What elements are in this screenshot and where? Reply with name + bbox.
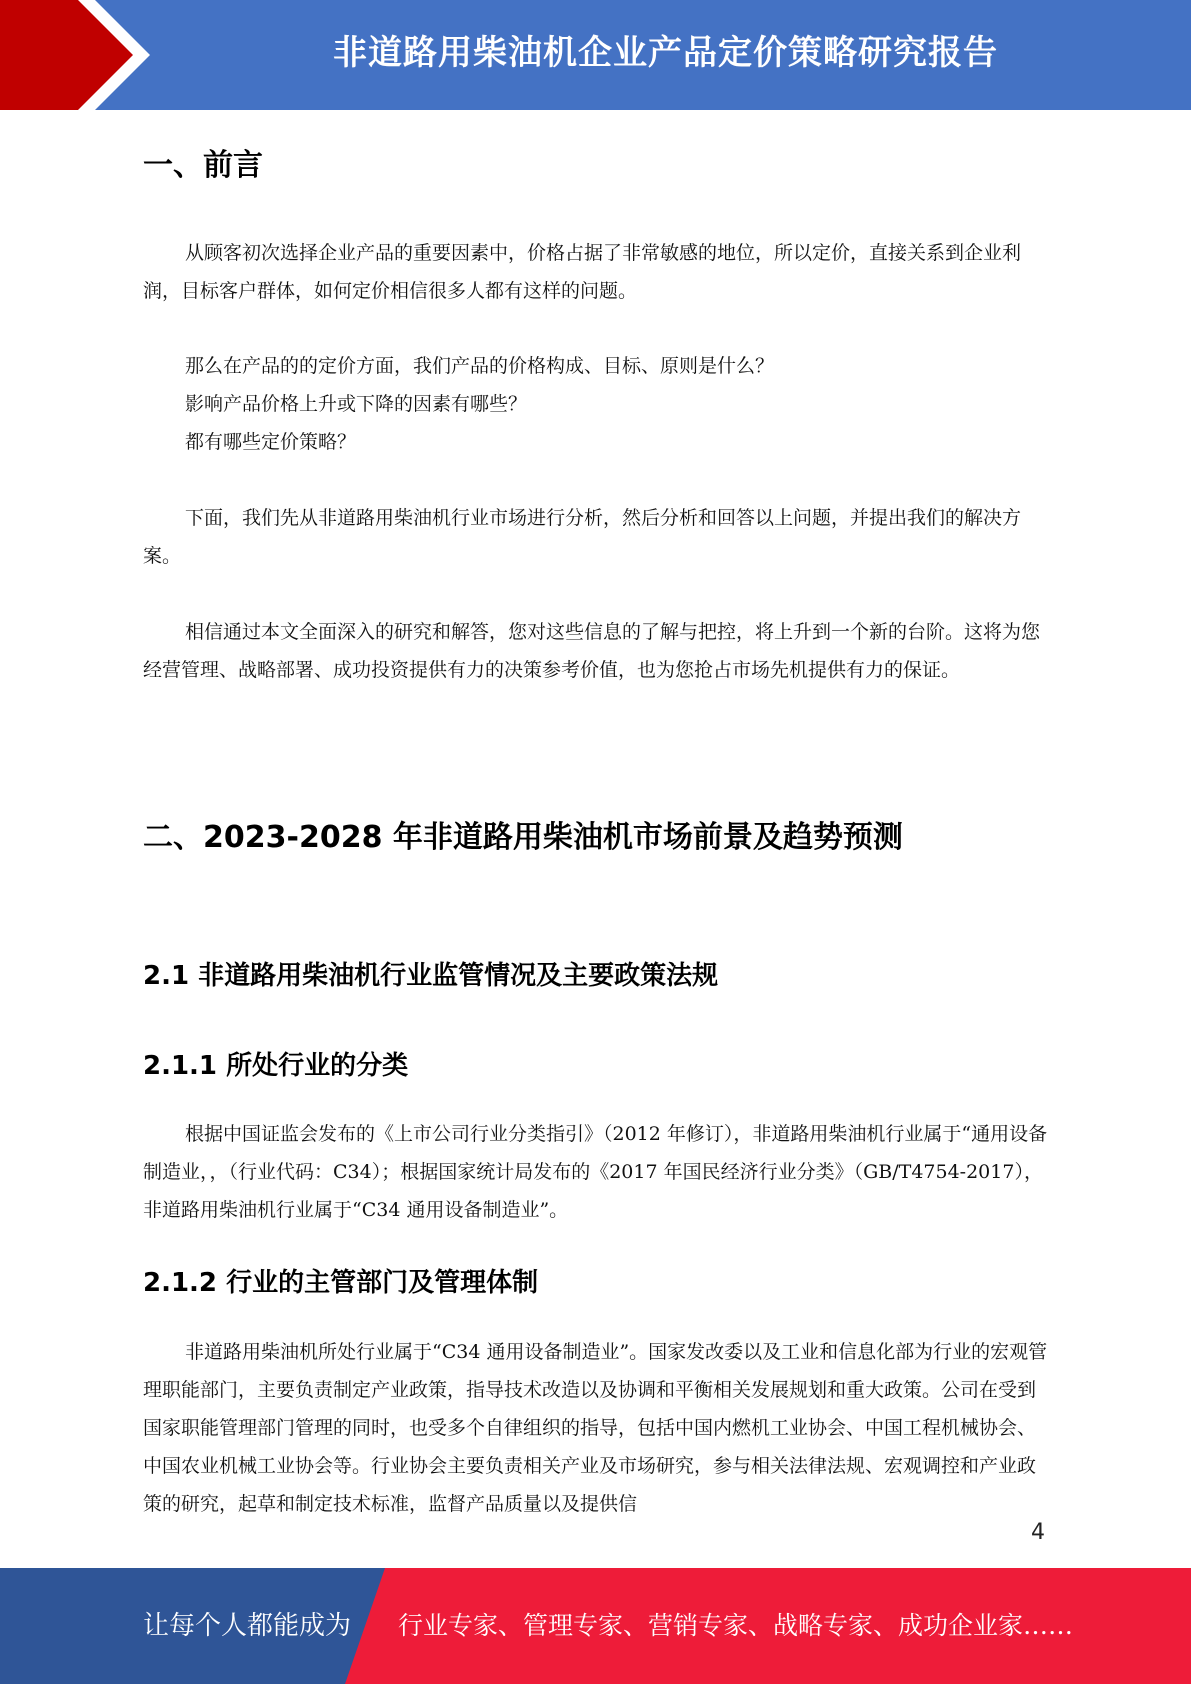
document-title: 非道路用柴油机企业产品定价策略研究报告	[333, 33, 998, 73]
preface-paragraph-1: 从顾客初次选择企业产品的重要因素中，价格占据了非常敏感的地位，所以定价，直接关系到企业利润，目标客户群体，如何定价相信很多人都有这样的问题。	[143, 242, 1022, 302]
industry-classification-paragraph: 根据中国证监会发布的《上市公司行业分类指引》（2012 年修订），非道路用柴油机行业属于“通用设备制造业，，（行业代码：C34）；根据国家统计局发布的《2017 年国民经济行业分类》（GB/T4754-2017）， 非道路用柴油机行业属于“C34 通用设备制造业”。	[143, 1123, 1048, 1221]
section-heading-preface: 一、前言	[143, 148, 263, 183]
section-heading-market-forecast: 二、2023-2028 年非道路用柴油机市场前景及趋势预测	[143, 820, 903, 855]
header-chevron-graphic	[0, 0, 150, 110]
question-item: 影响产品价格上升或下降的因素有哪些？	[185, 393, 528, 415]
regulatory-paragraph: 非道路用柴油机所处行业属于“C34 通用设备制造业”。国家发改委以及工业和信息化部为行业的宏观管理职能部门，主要负责制定产业政策，指导技术改造以及协调和平衡相关发展规划和重大政策。公司在受到国家职能管理部门管理的同时，也受多个自律组织的指导，包括中国内燃机工业协会、中国工程机械协会、中国农业机械工业协会等。行业协会主要负责相关产业及市场研究，参与相关法律法规、宏观调控和产业政策的研究，起草和制定技术标准，监督产品质量以及提供信	[143, 1341, 1048, 1515]
preface-questions	[143, 347, 1048, 461]
page-number: 4	[1031, 1520, 1045, 1545]
question-item: 都有哪些定价策略？	[185, 431, 357, 453]
footer-slogan-left: 让每个人都能成为	[143, 1611, 352, 1641]
preface-paragraph-3: 相信通过本文全面深入的研究和解答，您对这些信息的了解与把控，将上升到一个新的台阶。这将为您经营管理、战略部署、成功投资提供有力的决策参考价值，也为您抢占市场先机提供有力的保证。	[143, 621, 1041, 681]
question-item: 那么在产品的的定价方面，我们产品的价格构成、目标、原则是什么？	[185, 355, 775, 377]
preface-paragraph-2: 下面，我们先从非道路用柴油机行业市场进行分析，然后分析和回答以上问题，并提出我们的解决方案。	[143, 507, 1022, 567]
subsection-heading-2-1-1: 2.1.1 所处行业的分类	[143, 1051, 409, 1081]
footer-slogan-right: 行业专家、管理专家、营销专家、战略专家、成功企业家……	[398, 1611, 1074, 1640]
subsection-heading-2-1: 2.1 非道路用柴油机行业监管情况及主要政策法规	[143, 961, 719, 991]
subsection-heading-2-1-2: 2.1.2 行业的主管部门及管理体制	[143, 1268, 539, 1298]
